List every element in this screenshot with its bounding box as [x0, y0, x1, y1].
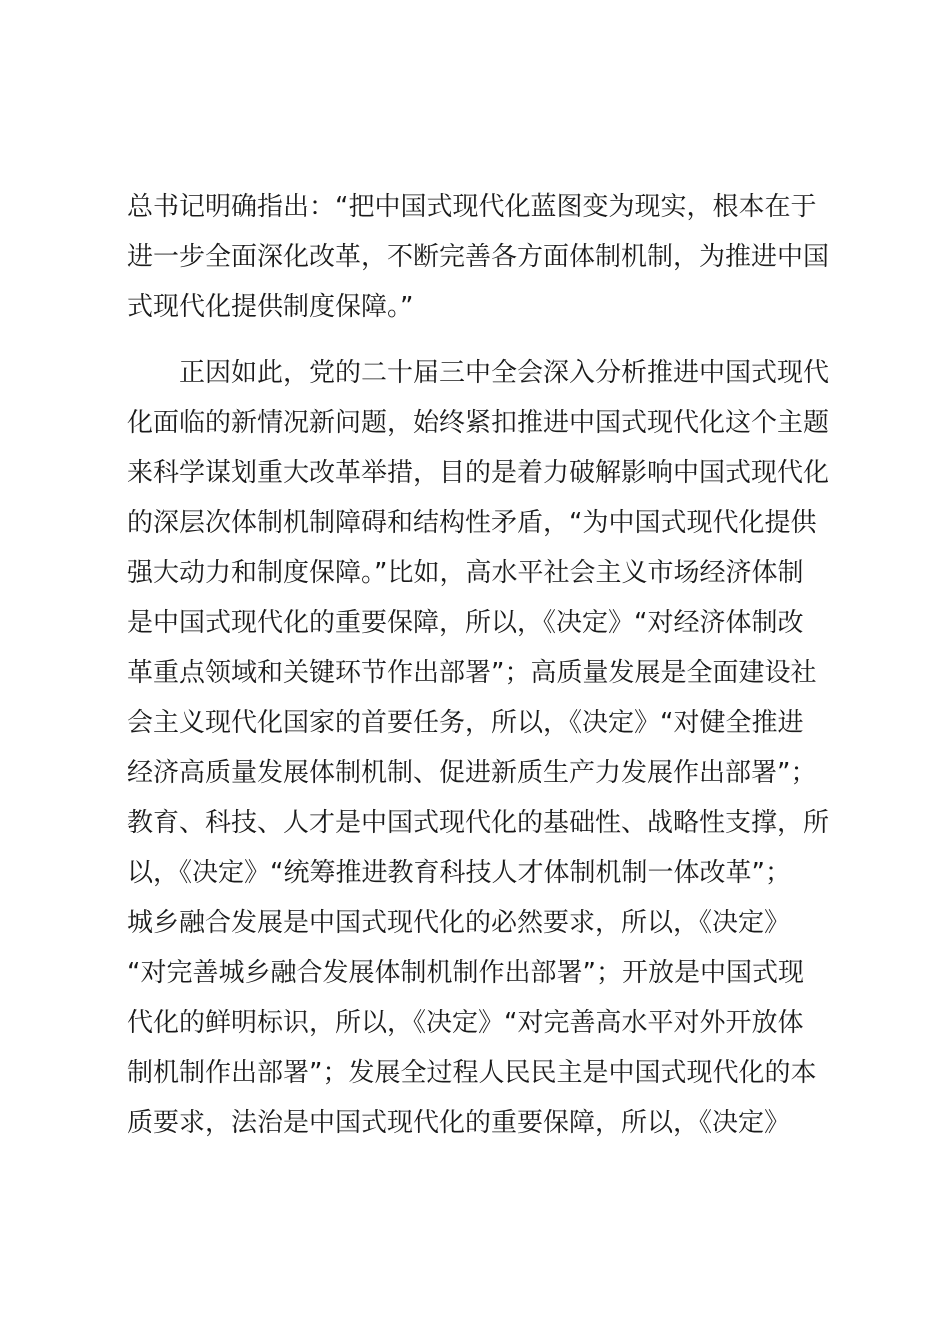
text-line: 城乡融合发展是中国式现代化的必然要求，所以，《决定》 — [127, 908, 791, 938]
text-line: 的深层次体制机制障碍和结构性矛盾，“为中国式现代化提供 — [127, 508, 817, 538]
text-line: 总书记明确指出：“把中国式现代化蓝图变为现实，根本在于 — [127, 192, 817, 222]
text-line: 是中国式现代化的重要保障，所以，《决定》“对经济体制改 — [127, 608, 804, 638]
text-line: 代化的鲜明标识，所以，《决定》“对完善高水平对外开放体 — [127, 1008, 804, 1038]
text-line: 经济高质量发展体制机制、促进新质生产力发展作出部署”； — [127, 758, 817, 788]
text-line: 以，《决定》“统筹推进教育科技人才体制机制一体改革”； — [127, 858, 791, 888]
text-line: 正因如此，党的二十届三中全会深入分析推进中国式现代 — [179, 358, 830, 388]
text-line: 进一步全面深化改革，不断完善各方面体制机制，为推进中国 — [127, 242, 830, 272]
text-line: “对完善城乡融合发展体制机制作出部署”；开放是中国式现 — [127, 958, 804, 988]
paragraph-2 — [127, 348, 833, 1148]
text-line: 革重点领域和关键环节作出部署”；高质量发展是全面建设社 — [127, 658, 817, 688]
text-line: 化面临的新情况新问题，始终紧扣推进中国式现代化这个主题 — [127, 408, 830, 438]
paragraph-1 — [127, 182, 833, 332]
text-line: 来科学谋划重大改革举措，目的是着力破解影响中国式现代化 — [127, 458, 830, 488]
text-line: 会主义现代化国家的首要任务，所以，《决定》“对健全推进 — [127, 708, 804, 738]
text-line: 强大动力和制度保障。”比如，高水平社会主义市场经济体制 — [127, 558, 804, 588]
text-line: 教育、科技、人才是中国式现代化的基础性、战略性支撑，所 — [127, 808, 830, 838]
text-line: 制机制作出部署”；发展全过程人民民主是中国式现代化的本 — [127, 1058, 817, 1088]
text-line: 式现代化提供制度保障。” — [127, 292, 414, 322]
text-line: 质要求，法治是中国式现代化的重要保障，所以，《决定》 — [127, 1108, 791, 1138]
